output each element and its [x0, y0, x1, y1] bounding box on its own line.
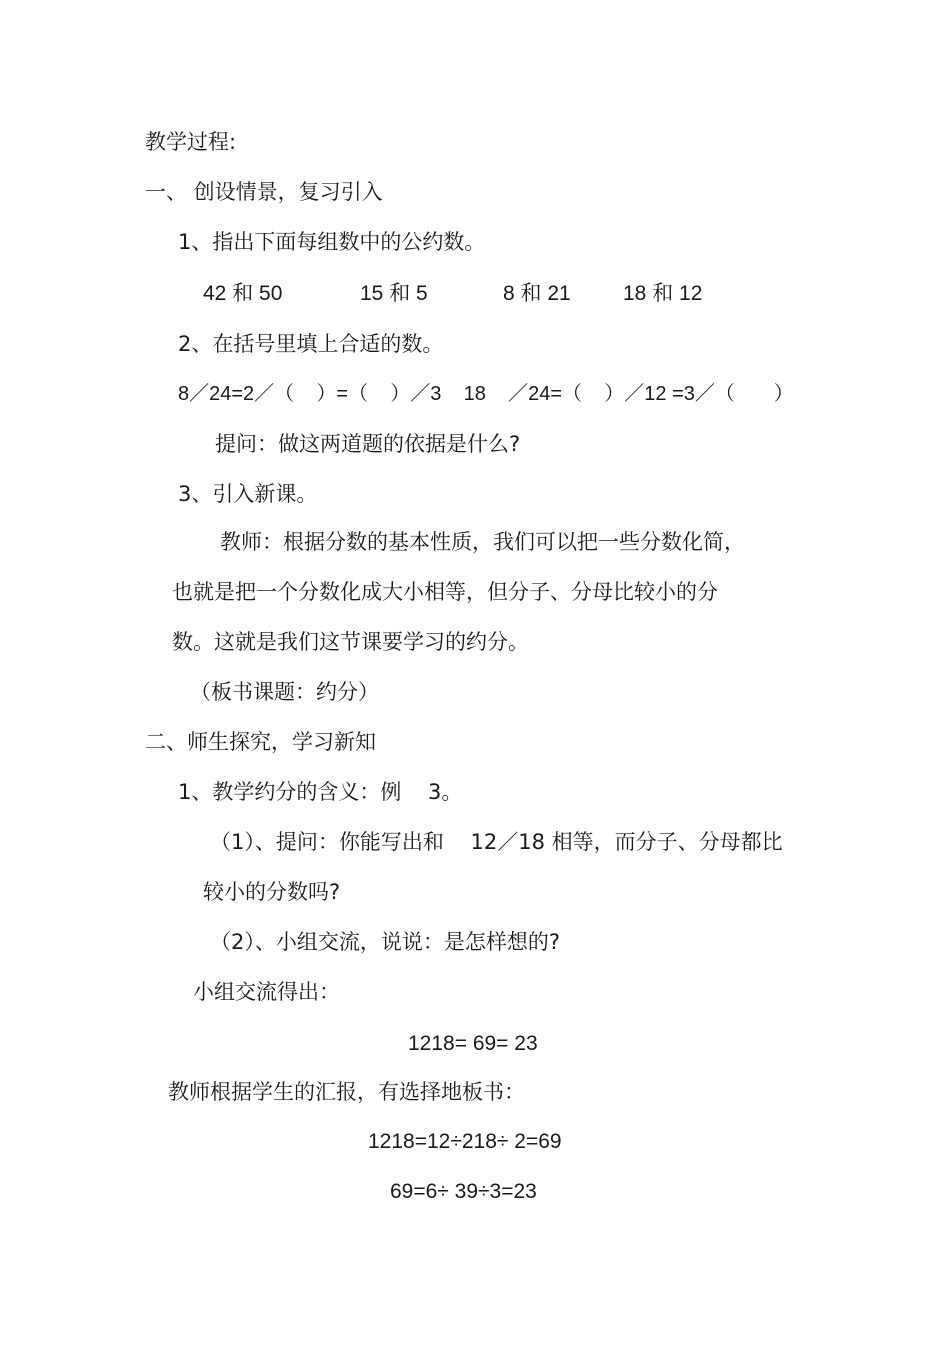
board-title: （板书课题：约分）	[190, 680, 379, 704]
number-group: 18 和 12	[623, 282, 703, 305]
group-discussion: （2）、小组交流，说说：是怎样想的?	[210, 930, 561, 954]
group-result: 小组交流得出：	[193, 980, 340, 1004]
item-fill-brackets: 2、在括号里填上合适的数。	[178, 332, 444, 356]
formula: 69=6÷ 39÷3=23	[390, 1180, 537, 1203]
formula: 1218=12÷218÷ 2=69	[368, 1130, 562, 1153]
teacher-paragraph-line: 数。这就是我们这节课要学习的约分。	[172, 630, 529, 654]
sub-question-line: （1）、提问：你能写出和 12／18 相等，而分子、分母都比	[210, 830, 783, 854]
item-reduction-meaning: 1、教学约分的含义：例 3。	[178, 780, 463, 804]
number-group: 8 和 21	[503, 282, 571, 305]
item-common-divisors: 1、指出下面每组数中的公约数。	[178, 230, 486, 254]
formula: 1218= 69= 23	[408, 1032, 538, 1055]
teacher-paragraph-line: 教师：根据分数的基本性质，我们可以把一些分数化简，	[220, 530, 745, 554]
item-new-lesson: 3、引入新课。	[178, 482, 318, 506]
section-one-title: 一、 创设情景，复习引入	[145, 180, 383, 204]
section-two-title: 二、师生探究，学习新知	[145, 730, 376, 754]
sub-question-line: 较小的分数吗?	[203, 880, 341, 904]
fraction-equation: 8／24=2／（ ）=（ ）／3 18 ／24=（ ）／12 =3／（ ）	[178, 383, 794, 405]
teacher-board-line: 教师根据学生的汇报，有选择地板书：	[168, 1080, 525, 1104]
number-group: 42 和 50	[203, 282, 283, 305]
process-heading: 教学过程:	[145, 130, 237, 154]
question-line: 提问：做这两道题的依据是什么?	[215, 432, 521, 456]
number-group: 15 和 5	[360, 282, 428, 305]
teacher-paragraph-line: 也就是把一个分数化成大小相等，但分子、分母比较小的分	[172, 580, 718, 604]
